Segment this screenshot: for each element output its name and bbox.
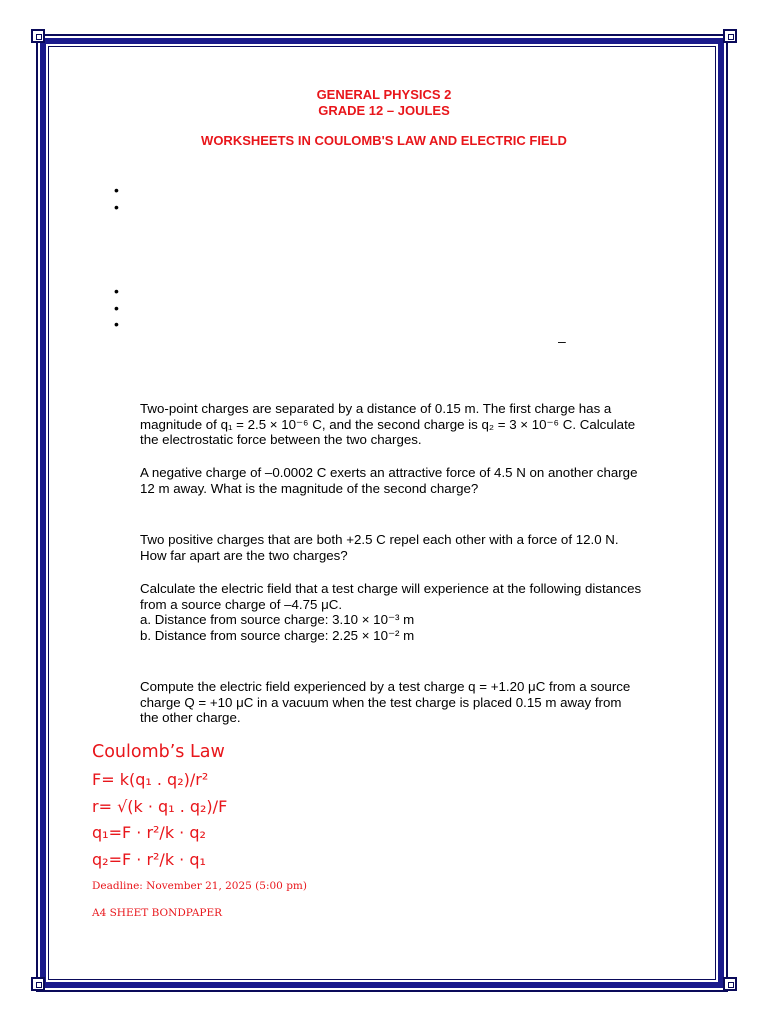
question-line: from a source charge of –4.75 μC. <box>140 596 343 612</box>
formula-force: F= k(q₁ . q₂)/r² <box>92 770 209 789</box>
question-line: Two-point charges are separated by a distance of 0.15 m. The first charge has a <box>140 401 612 416</box>
question-line: the electrostatic force between the two charges. <box>140 432 422 447</box>
empty-bullet: • <box>114 182 119 198</box>
formula-section-title: Coulomb’s Law <box>92 742 225 762</box>
empty-bullet: • <box>114 199 119 215</box>
question-line: How far apart are the two charges? <box>140 547 348 563</box>
question-line: a. Distance from source charge: 3.10 × 10⁻³ m <box>140 612 415 627</box>
question-line: A negative charge of –0.0002 C exerts an attractive force of 4.5 N on another charge <box>140 465 638 480</box>
deadline-note: Deadline: November 21, 2025 (5:00 pm) <box>92 880 307 892</box>
question-3 <box>140 532 680 563</box>
question-1 <box>140 401 680 448</box>
grade-heading: GRADE 12 – JOULES <box>318 103 450 118</box>
question-line: b. Distance from source charge: 2.25 × 10⁻² m <box>140 627 415 643</box>
border-corner-ornament <box>31 977 45 991</box>
question-line: Two positive charges that are both +2.5 C repel each other with a force of 12.0 N. <box>140 532 619 547</box>
empty-bullet: • <box>114 300 119 316</box>
question-line: Compute the electric field experienced by a test charge q = +1.20 μC from a source <box>140 679 631 694</box>
formula-distance: r= √(k · q₁ . q₂)/F <box>92 797 228 816</box>
question-4 <box>140 581 680 643</box>
question-5 <box>140 679 680 726</box>
dash-mark: – <box>558 333 566 349</box>
paper-note: A4 SHEET BONDPAPER <box>92 907 223 919</box>
formula-charge-2: q₂=F · r²/k · q₁ <box>92 850 206 869</box>
question-line: the other charge. <box>140 710 241 725</box>
empty-bullet: • <box>114 283 119 299</box>
empty-bullet: • <box>114 316 119 332</box>
worksheet-title: WORKSHEETS IN COULOMB'S LAW AND ELECTRIC FIELD <box>201 133 567 148</box>
question-2 <box>140 465 680 496</box>
question-line: charge Q = +10 μC in a vacuum when the test charge is placed 0.15 m away from <box>140 694 622 710</box>
question-line: Calculate the electric field that a test charge will experience at the following distances <box>140 581 642 596</box>
border-corner-ornament <box>723 977 737 991</box>
border-corner-ornament <box>723 29 737 43</box>
question-line: magnitude of q₁ = 2.5 × 10⁻⁶ C, and the second charge is q₂ = 3 × 10⁻⁶ C. Calculate <box>140 416 636 432</box>
formula-charge-1: q₁=F · r²/k · q₂ <box>92 823 206 842</box>
border-corner-ornament <box>31 29 45 43</box>
subject-heading: GENERAL PHYSICS 2 <box>316 87 452 102</box>
question-line: 12 m away. What is the magnitude of the second charge? <box>140 480 479 496</box>
